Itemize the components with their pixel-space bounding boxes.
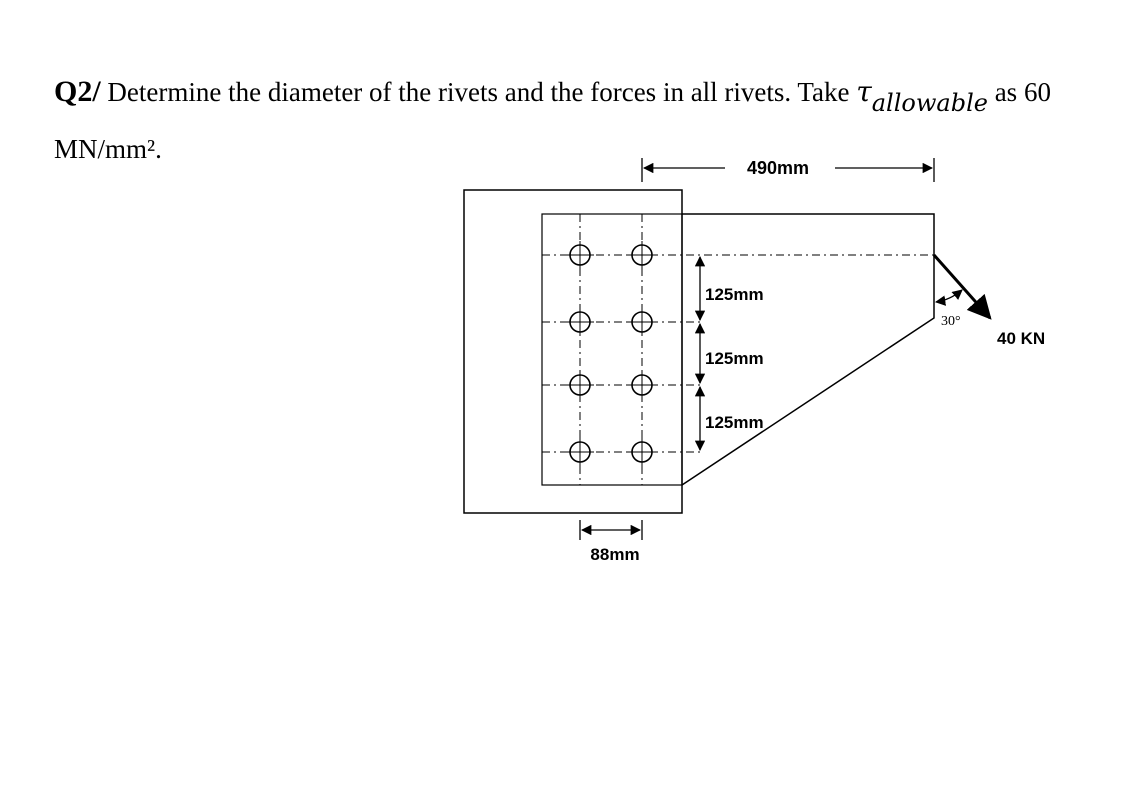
- tau-subscript: allowable: [871, 89, 988, 117]
- rivet: [566, 438, 594, 466]
- question-body-end: as 60: [994, 77, 1051, 107]
- dim-pitch-1-label: 125mm: [705, 285, 764, 304]
- dim-pitch-3-label: 125mm: [705, 413, 764, 432]
- force-arrow: [934, 255, 990, 318]
- question-number: Q2/: [54, 75, 101, 108]
- angle-arc: [936, 290, 962, 302]
- rivet: [628, 241, 656, 269]
- tau-symbol: τ: [856, 75, 872, 108]
- dim-88-label: 88mm: [590, 545, 640, 564]
- dim-88: [580, 520, 642, 540]
- rivet: [628, 308, 656, 336]
- column-plate: [464, 190, 682, 513]
- rivet: [566, 241, 594, 269]
- question-body-units: MN/mm².: [54, 134, 162, 164]
- rivet: [628, 438, 656, 466]
- force-label: 40 KN: [997, 329, 1046, 348]
- rivet: [628, 371, 656, 399]
- rivet: [566, 371, 594, 399]
- rivet: [566, 308, 594, 336]
- dim-pitch-2-label: 125mm: [705, 349, 764, 368]
- question-body: Determine the diameter of the rivets and the forces in all rivets. Take: [107, 77, 850, 107]
- dim-490-label: 490mm: [746, 158, 810, 178]
- angle-label: 30°: [941, 314, 961, 329]
